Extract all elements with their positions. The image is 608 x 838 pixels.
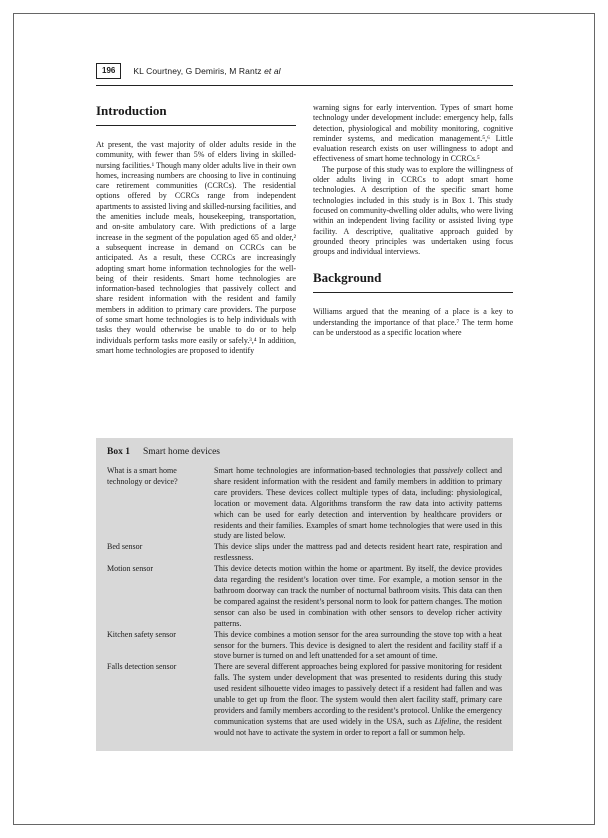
box-definition — [214, 662, 502, 738]
box-term: Kitchen safety sensor — [107, 629, 176, 639]
box-term: Bed sensor — [107, 542, 143, 552]
box-term: Motion sensor — [107, 564, 153, 574]
box-row — [107, 564, 502, 629]
box-title: Smart home devices — [142, 447, 221, 457]
box-row — [107, 542, 502, 564]
definition-text: This device combines a motion sensor for the area surrounding the stove top with a heat sensor for the burners. This device is designed to alert the resident and facility staff if a stove burner is turned on and left unattended for a set amount of time. — [214, 629, 502, 661]
box-row — [107, 662, 502, 738]
box-term: What is a smart home technology or device? — [107, 466, 178, 486]
box-term: Falls detection sensor — [107, 662, 177, 672]
box-row — [107, 466, 502, 542]
box-definition — [214, 542, 502, 564]
right-column — [313, 103, 513, 429]
running-head-etal: et al — [264, 66, 281, 76]
box-row — [107, 630, 502, 663]
page-number: 196 — [96, 63, 121, 79]
box-definition — [214, 630, 502, 663]
two-column-body — [96, 103, 513, 429]
running-head-authors: KL Courtney, G Demiris, M Rantz — [133, 66, 265, 76]
definition-text: Smart home technologies are information-based technologies that — [214, 466, 434, 475]
definition-text: This device slips under the mattress pad and detects resident heart rate, respiration and restlessness. — [214, 542, 502, 563]
page-content — [96, 63, 513, 751]
box-1-smart-home-devices — [96, 438, 513, 751]
definition-text: , the resident would not have to activate the system in order to report a fall or summon help. — [214, 716, 502, 737]
background-paragraph: Williams argued that the meaning of a place is a key to understanding the importance of that place.⁷ The term home can be understood as a specific location where — [313, 307, 513, 338]
definition-text: This device detects motion within the home or apartment. By itself, the device provides data regarding the resident’s location over time. For example, a motion sensor in the bathroom doorway can track the number of nocturnal bathroom visits. This data can then be compared against the resident’s personal norm to look for pattern changes. The motion sensor can also be used in combination with other sensors to develop richer activity patterns. — [214, 564, 502, 628]
introduction-paragraph: At present, the vast majority of older adults reside in the community, with fewer than 5% of elders living in skilled-nursing facilities.¹ Though many older adults live in their own homes, increasing numbers are choosing to live in continuing care retirement communities (CCRCs). The residential options offered by CCRCs range from independent apartments to assisted living and skilled-nursing facilities, and the amenities include meals, housekeeping, transportation, and on-site ambulatory care. With predictions of a large increase in the segment of the population aged 65 and older,² a subsequent increase in demand on CCRCs can be anticipated. As a result, these CCRCs are increasingly adopting smart home information technologies for the well-being of their residents. Smart home technologies are information-based technologies that passively collect and share resident information with the resident and family members in addition to primary care providers. The purpose of some smart home technologies is to help individuals with tasks they would otherwise be unable to do or to help individuals perform tasks more easily or safely.³,⁴ In addition, smart home technologies are proposed to identify — [96, 140, 296, 355]
box-title-row — [107, 447, 502, 457]
box-label: Box 1 — [107, 447, 130, 457]
section-heading-background: Background — [313, 270, 513, 293]
definition-text: There are several different approaches being explored for passive monitoring for resident falls. The system under development that was presented to residents during this study used resident silhouette video images to passively detect if a resident had fallen and was unable to get up from the floor. The system would then alert facility staff, primary care providers and family members according to the resident’s protocol. Unlike the emergency communication systems that are used widely in the USA, such as — [214, 662, 502, 726]
definition-text: collect and share resident information with the resident and family members in addition to primary care providers. These devices collect multiple types of data, including: physiological, location or movement data. Algorithms transform the raw data into activity patterns which can be used for early detection and intervention by healthcare providers or residents and their families. Examples of smart home technologies that were used in this study are listed below. — [214, 466, 502, 541]
definition-italic: passively — [433, 466, 463, 475]
study-purpose-paragraph: The purpose of this study was to explore the willingness of older adults living in CCRCs to adopt smart home technologies. A description of the specific smart home technologies included in this study is in Box 1. This study focused on community-dwelling older adults, who were living within an independent living facility or assisted living type facility. A descriptive, qualitative approach guided by grounded theory principles was undertaken using focus groups and individual interviews. — [313, 164, 513, 257]
left-column — [96, 103, 296, 429]
continuation-paragraph: warning signs for early intervention. Types of smart home technology under development include: emergency help, falls detection, physiological and mobility monitoring, cognitive reminder systems, and medication management.⁵,⁶ Little evaluation research exists on user willingness to adopt and effectiveness of smart home technology in CCRCs.⁵ — [313, 103, 513, 164]
box-definition — [214, 564, 502, 629]
definition-italic: Lifeline — [434, 716, 460, 726]
running-head — [96, 63, 513, 86]
section-heading-introduction: Introduction — [96, 103, 296, 126]
running-head-text — [133, 66, 280, 76]
box-definition — [214, 466, 502, 542]
